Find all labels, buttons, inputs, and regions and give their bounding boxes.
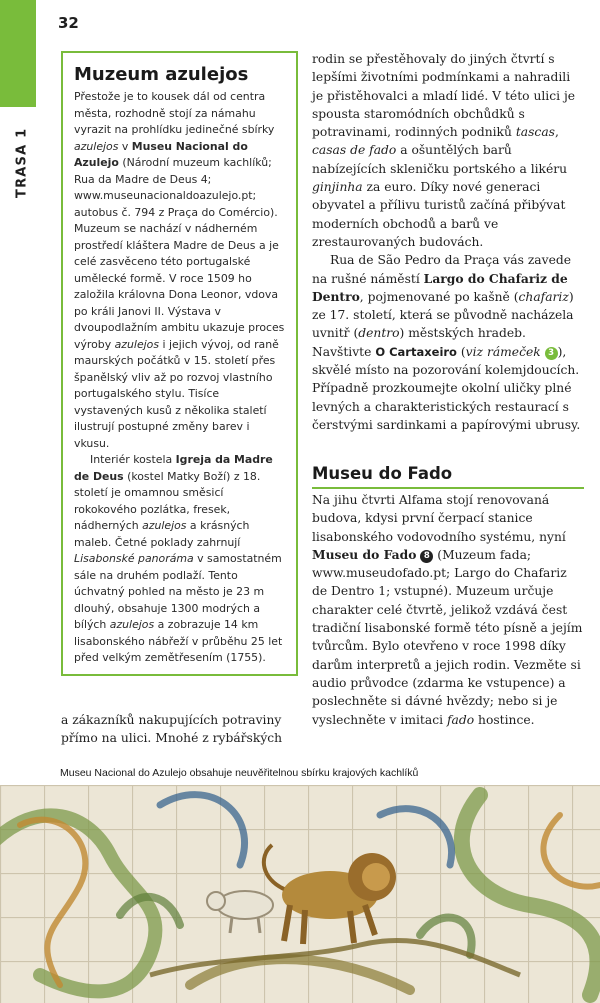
italic-term: fado <box>446 712 475 727</box>
map-marker-badge: 3 <box>545 347 558 360</box>
paragraph-text: ), skvělé místo na pozorování kolemjdoucích. Případně prozkoumejte okolní uličky plné levných a charakteristických restaurací s čerstvými sardinkami a papírovými ubrusy. <box>312 344 581 432</box>
route-label: TRASA 1 <box>14 127 30 198</box>
italic-term: tascas <box>515 125 555 140</box>
text-run: , <box>554 125 559 140</box>
text-run: a ošuntělých barů nabízejících skleničku portského a likéru <box>312 143 568 176</box>
sidebar-box <box>61 51 298 676</box>
text-run: a krásných maleb. Četné poklady zahrnují <box>74 519 250 549</box>
text-run <box>541 345 545 359</box>
text-run: Přestože je to kousek dál od centra města, rozhodně stojí za námahu vyrazit na prohlídku jedinečné sbírky <box>74 90 275 136</box>
paragraph-text: Na jihu čtvrti Alfama stojí renovovaná budova, kdysi první čerpací stanice lisabonského vodovodního systému, nyní <box>312 493 566 544</box>
text-run: a zobrazuje 14 km lisabonského nábřeží v průběhu 25 let před velkým zemětřesením (1755). <box>74 618 283 664</box>
italic-term: casas de fado <box>312 143 397 158</box>
text-run: hostince. <box>474 712 535 727</box>
italic-term: azulejos <box>114 337 160 351</box>
text-run: ( <box>456 344 466 359</box>
paragraph-text <box>312 548 582 727</box>
text-run: i jejich vývoj, od raně maurských počátků v 15. století přes španělský vliv až po rozvoj vlastního portugalského stylu. Tisíce vystavených kusů z několika staletí ilustrují postupné změny barev i vkusu. <box>74 337 279 450</box>
right-column <box>312 50 584 434</box>
text-run: Interiér kostela <box>90 453 176 466</box>
italic-term: azulejos <box>74 139 119 153</box>
text-run: (Muzeum fada; www.museudofado.pt; Largo do Chafariz de Dentro 1; vstupné). Muzeum určuje charakter celé čtvrtě, jelikož vzdává čest tradiční lisabonské formě této písně a jejím tvůrcům. Bylo otevřeno v roce 1998 díky darům interpretů a jejich rodin. Vezměte si audio průvodce (zdarma ke vstupence) a poslechněte si dávné hvězdy; nebo si je vyslechněte v imitaci <box>312 547 583 727</box>
text-run: v <box>118 139 132 153</box>
museum-name: Museu do Fado <box>312 546 417 562</box>
italic-term: azulejos <box>109 618 155 631</box>
text-run: v samostatném sále na druhém podlaží. Tento úchvatný pohled na město je 23 m dlouhý, obsahuje 1300 modrých a bílých <box>74 552 282 631</box>
italic-term: chafariz <box>518 289 569 304</box>
left-column-continuation <box>61 711 301 748</box>
fado-section <box>312 491 584 729</box>
chapter-tab <box>0 0 36 107</box>
italic-term: viz rámeček <box>465 344 541 359</box>
azulejo-tile-photo <box>0 785 600 1003</box>
photo-caption: Museu Nacional do Azulejo obsahuje neuvěřitelnou sbírku krajových kachlíků <box>60 767 419 779</box>
text-run: Rua de São Pedro da Praça vás zavede na rušné náměstí <box>312 253 572 286</box>
italic-term: ginjinha <box>312 180 363 195</box>
map-marker-badge: 8 <box>420 550 433 563</box>
italic-term: Lisabonské panoráma <box>74 552 194 565</box>
body-paragraph: a zákazníků nakupujících potraviny přímo na ulici. Mnohé z rybářských <box>61 713 283 746</box>
text-run: za euro. Díky nové generaci obyvatel a přílivu turistů začíná přibývat moderních obchodů a barů ve zrestaurovaných budovách. <box>312 180 566 249</box>
body-paragraph <box>312 251 584 434</box>
text-run: ) ze 17. století, která se původně nacházela uvnitř ( <box>312 289 574 341</box>
sidebar-title: Muzeum azulejos <box>74 64 249 85</box>
sidebar-paragraph <box>74 89 288 452</box>
italic-term: dentro <box>358 326 400 341</box>
bold-term: O Cartaxeiro <box>375 344 457 359</box>
text-run: ) městských hradeb. Navštivte <box>312 326 526 359</box>
bold-term: Museu Nacional do Azulejo <box>74 139 248 169</box>
body-paragraph <box>312 50 584 251</box>
text-run: (kostel Matky Boží) z 18. století je omamnou směsicí rokokového pozlátka, fresek, nádherných <box>74 469 261 532</box>
text-run: rodin se přestěhovaly do jiných čtvrtí s lepšími životními podmínkami a nahradili je přistěhovalci a mladí lidé. V této ulici je spousta staromódních obchůdků s potravinami, rodinných podniků <box>312 52 576 140</box>
body-paragraph <box>312 491 584 729</box>
page-number: 32 <box>58 14 79 32</box>
italic-term: azulejos <box>142 519 187 532</box>
paragraph-text <box>312 253 574 358</box>
text-run: (Národní muzeum kachlíků; Rua da Madre de Deus 4; www.museunacionaldoazulejo.pt; autobus č. 794 z Praça do Comércio). Muzeum se nachází v nádherném prostředí kláštera Madre de Deus a je celé zasvěceno této portugalské umělecké formě. V roce 1509 ho založila královna Dona Leonor, vdova po králi Janovi II. Výstava v dvoupodlažním ambitu ukazuje proces výroby <box>74 156 285 351</box>
bold-term: Igreja da Madre de Deus <box>74 453 273 483</box>
section-heading: Museu do Fado <box>312 464 584 489</box>
bold-term: Largo do Chafariz de Dentro <box>312 270 568 304</box>
text-run: , pojmenované po kašně ( <box>359 289 519 304</box>
sidebar-paragraph <box>74 452 288 667</box>
